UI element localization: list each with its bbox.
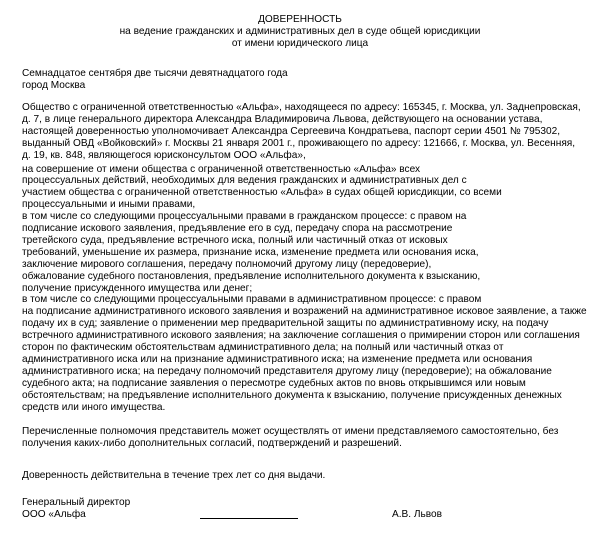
body-line: обжалование судебного постановления, предъявление исполнительного документа к взысканию, (22, 270, 481, 282)
body-line: заключение мирового соглашения, передачу полномочий другому лицу (передоверие), (22, 258, 432, 270)
signer-company: ООО «Альфа (22, 509, 86, 520)
body-line: на подписание административного искового заявления и возражений на административное исковое заявление, а также (22, 306, 587, 318)
body-line: административного иска; на передачу полномочий представителя другому лицу (передоверие); на обжалование (22, 365, 552, 377)
signature-line (200, 518, 298, 519)
body-line: требований, уменьшение их размера, признание иска, изменение предмета или основания иска, (22, 246, 479, 258)
body-line: процессуальными и иными правами, (22, 199, 196, 211)
body-line: д. 7, в лице генерального директора Александра Владимировича Львова, действующего на основании устава, (22, 113, 543, 125)
body-line: подачу их в суд; заявление о применении мер предварительной защиты по административному иску, на подачу (22, 318, 549, 330)
body-line: настоящей доверенностью уполномочивает Александра Сергеевича Кондратьева, паспорт серии 4501 № 795302, (22, 125, 560, 137)
body-line: выданный ОВД «Войковский» г. Москвы 21 января 2001 г., проживающего по адресу: 121666, г. Москва, ул. Весенняя, (22, 137, 576, 149)
document-subtitle: от имени юридического лица (231, 38, 369, 49)
document-date: Семнадцатое сентября две тысячи девятнадцатого года (22, 68, 288, 79)
body-line: административного иска или на признание административного иска; на изменение предмета или основания (22, 353, 533, 365)
body-line: в том числе со следующими процессуальными правами в административном процессе: с правом (22, 294, 482, 306)
body-line: средств или иного имущества. (22, 401, 166, 413)
document-city: город Москва (22, 80, 86, 91)
body-line: д. 19, кв. 848, являющегося юрисконсультом ООО «Альфа», (22, 149, 306, 161)
body-line: третейского суда, предъявление встречного иска, полный или частичный отказ от исковых (22, 234, 448, 246)
body-line: процессуальных действий, необходимых для ведения гражданских и административных дел с (22, 175, 467, 187)
document-title: ДОВЕРЕННОСТЬ (258, 14, 342, 25)
body-line: подписание искового заявления, предъявление его в суд, передачу спора на рассмотрение (22, 223, 453, 234)
validity-clause: Доверенность действительна в течение трех лет со дня выдачи. (22, 470, 326, 481)
independence-clause: Перечисленные полномочия представитель может осуществлять от имени представляемого самостоятельно, без (22, 426, 559, 437)
signer-position: Генеральный директор (22, 497, 131, 508)
body-line: сторон по фактическим обстоятельствам административного дела; на полный или частичный отказ от (22, 342, 504, 353)
body-line: получение присужденного имущества или денег; (22, 282, 253, 294)
document-subtitle: на ведение гражданских и административных дел в суде общей юрисдикции (119, 26, 481, 37)
body-line: судебного акта; на подписание заявления о пересмотре судебных актов по вновь открывшимся или новым (22, 377, 526, 389)
body-line: участием общества с ограниченной ответственностью «Альфа» в судах общей юрисдикции, со всеми (22, 187, 502, 199)
body-line: встречного административного искового заявления; на заключение соглашения о примирении сторон или соглашения (22, 330, 580, 342)
body-line: в том числе со следующими процессуальными правами в гражданском процессе: с правом на (22, 211, 467, 223)
body-line: Общество с ограниченной ответственностью «Альфа», находящееся по адресу: 165345, г. Москва, ул. Заднепровская, (22, 102, 581, 113)
signer-name: А.В. Львов (392, 509, 442, 520)
body-line: обстоятельствам; на предъявление исполнительного документа к взысканию, получение присужденных денежных (22, 389, 562, 401)
independence-clause: получения каких-либо дополнительных согласий, подтверждений и разрешений. (22, 438, 402, 449)
body-line: на совершение от имени общества с ограниченной ответственностью «Альфа» всех (22, 163, 421, 175)
